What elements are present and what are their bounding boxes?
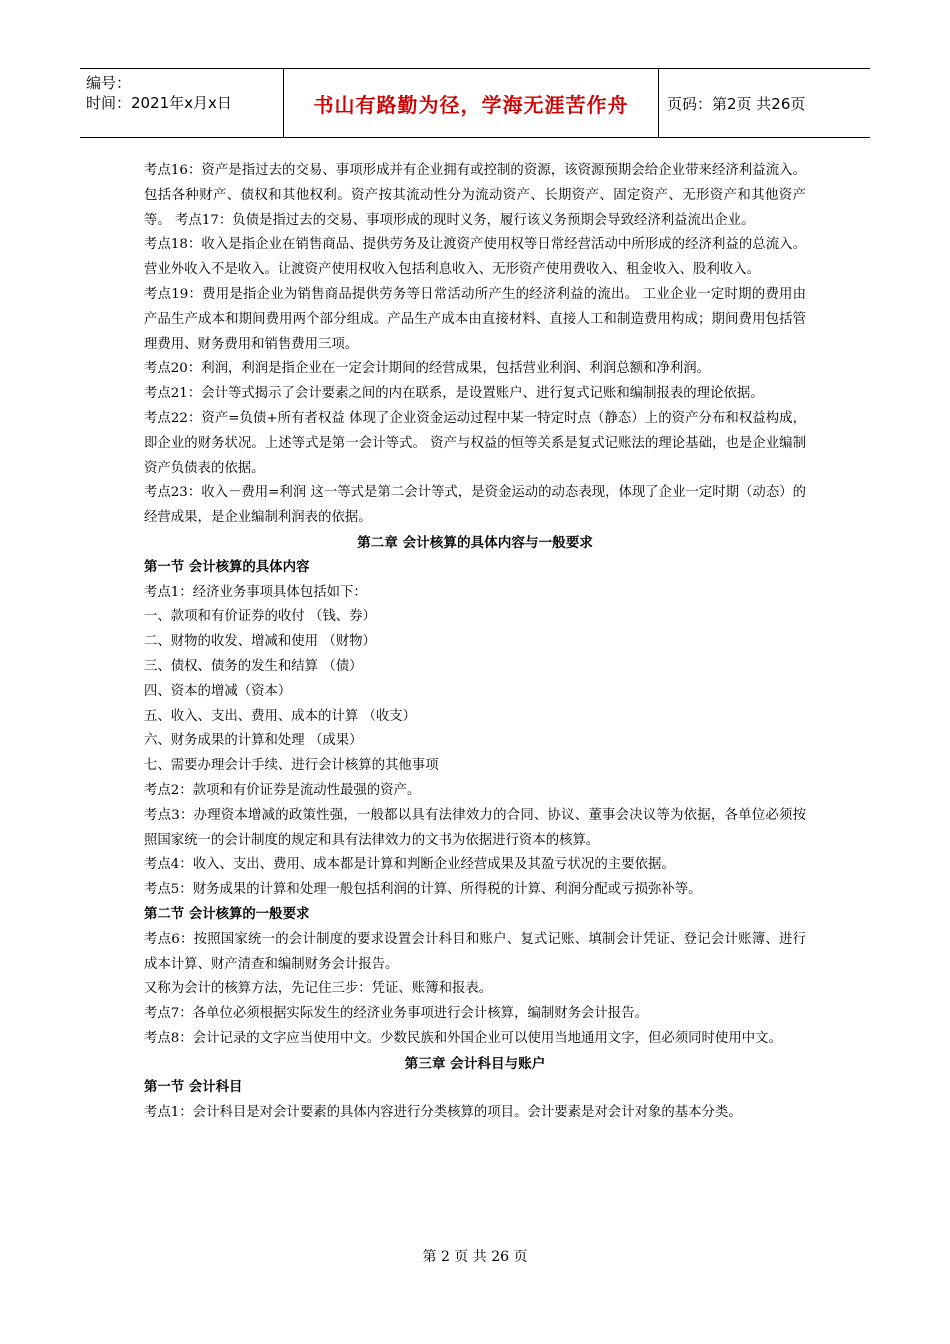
paragraph: 考点7：各单位必须根据实际发生的经济业务事项进行会计核算，编制财务会计报告。: [144, 1006, 648, 1022]
paragraph: 考点1：经济业务事项具体包括如下：: [144, 584, 367, 600]
paragraph: 考点2：款项和有价证券是流动性最强的资产。: [144, 782, 421, 798]
section-title: 第一节 会计科目: [144, 1080, 243, 1096]
paragraph: 考点19：费用是指企业为销售商品提供劳务等日常活动所产生的经济利益的流出。 工业企业一定时期的费用由产品生产成本和期间费用两个部分组成。产品生产成本由直接材料、直接人工和制造费用构成；期间费用包括管理费用、财务费用和销售费用三项。: [144, 286, 806, 352]
section-title: 第一节 会计核算的具体内容: [144, 559, 310, 575]
paragraph: 考点22：资产=负债+所有者权益 体现了企业资金运动过程中某一特定时点（静态）上的资产分布和权益构成，即企业的财务状况。上述等式是第一会计等式。 资产与权益的恒等关系是复式记账法的理论基础，也是企业编制资产负债表的依据。: [144, 410, 806, 476]
number-label: 编号：: [86, 74, 132, 92]
list-item: 一、款项和有价证券的收付 （钱、券）: [144, 609, 376, 625]
list-item: 二、财物的收发、增减和使用 （财物）: [144, 634, 376, 650]
chapter-title: 第三章 会计科目与账户: [404, 1055, 546, 1072]
paragraph: 考点18：收入是指企业在销售商品、提供劳务及让渡资产使用权等日常经营活动中所形成的经济利益的总流入。 营业外收入不是收入。让渡资产使用权收入包括利息收入、无形资产使用费收入、租金收入、股利收入。: [144, 237, 806, 278]
page-header: [80, 68, 870, 138]
paragraph: 考点8：会计记录的文字应当使用中文。少数民族和外国企业可以使用当地通用文字，但必须同时使用中文。: [144, 1030, 782, 1046]
list-item: 三、债权、债务的发生和结算 （债）: [144, 658, 363, 674]
paragraph: 考点3：办理资本增减的政策性强，一般都以具有法律效力的合同、协议、董事会决议等为依据，各单位必须按照国家统一的会计制度的规定和具有法律效力的文书为依据进行资本的核算。: [144, 807, 806, 848]
header-motto: 书山有路勤为径，学海无涯苦作舟: [283, 69, 659, 137]
paragraph: 考点6：按照国家统一的会计制度的要求设置会计科目和账户、复式记账、填制会计凭证、登记会计账簿、进行成本计算、财产清查和编制财务会计报告。: [144, 931, 806, 972]
document-body: [144, 159, 806, 1126]
paragraph: 考点1：会计科目是对会计要素的具体内容进行分类核算的项目。会计要素是对会计对象的基本分类。: [144, 1105, 742, 1121]
section-title: 第二节 会计核算的一般要求: [144, 906, 310, 922]
paragraph: 考点4：收入、支出、费用、成本都是计算和判断企业经营成果及其盈亏状况的主要依据。: [144, 857, 675, 873]
list-item: 四、资本的增减（资本）: [144, 683, 292, 699]
header-page-info: 页码：第2页 共26页: [667, 94, 806, 113]
paragraph: 考点21：会计等式揭示了会计要素之间的内在联系，是设置账户、进行复式记账和编制报表的理论依据。: [144, 386, 764, 402]
paragraph: 考点16：资产是指过去的交易、事项形成并有企业拥有或控制的资源，该资源预期会给企业带来经济利益流入。包括各种财产、债权和其他权利。资产按其流动性分为流动资产、长期资产、固定资产、无形资产和其他资产等。 考点17：负债是指过去的交易、事项形成的现时义务，履行该义务预期会导致经济利益流出企业。: [144, 163, 806, 228]
date-label: 时间：2021年x月x日: [86, 94, 232, 112]
list-item: 五、收入、支出、费用、成本的计算 （收支）: [144, 708, 417, 724]
list-item: 七、需要办理会计手续、进行会计核算的其他事项: [144, 758, 439, 774]
paragraph: 考点23：收入－费用=利润 这一等式是第二会计等式，是资金运动的动态表现，体现了企业一定时期（动态）的经营成果，是企业编制利润表的依据。: [144, 485, 806, 526]
page-footer: 第 2 页 共 26 页: [422, 1249, 528, 1265]
list-item: 六、财务成果的计算和处理 （成果）: [144, 733, 363, 749]
paragraph: 又称为会计的核算方法，先记住三步：凭证、账簿和报表。: [144, 981, 493, 997]
header-meta: [80, 69, 283, 137]
paragraph: 考点5：财务成果的计算和处理一般包括利润的计算、所得税的计算、利润分配或亏损弥补等。: [144, 882, 702, 898]
chapter-title: 第二章 会计核算的具体内容与一般要求: [357, 534, 593, 551]
paragraph: 考点20：利润，利润是指企业在一定会计期间的经营成果，包括营业利润、利润总额和净利润。: [144, 361, 711, 377]
